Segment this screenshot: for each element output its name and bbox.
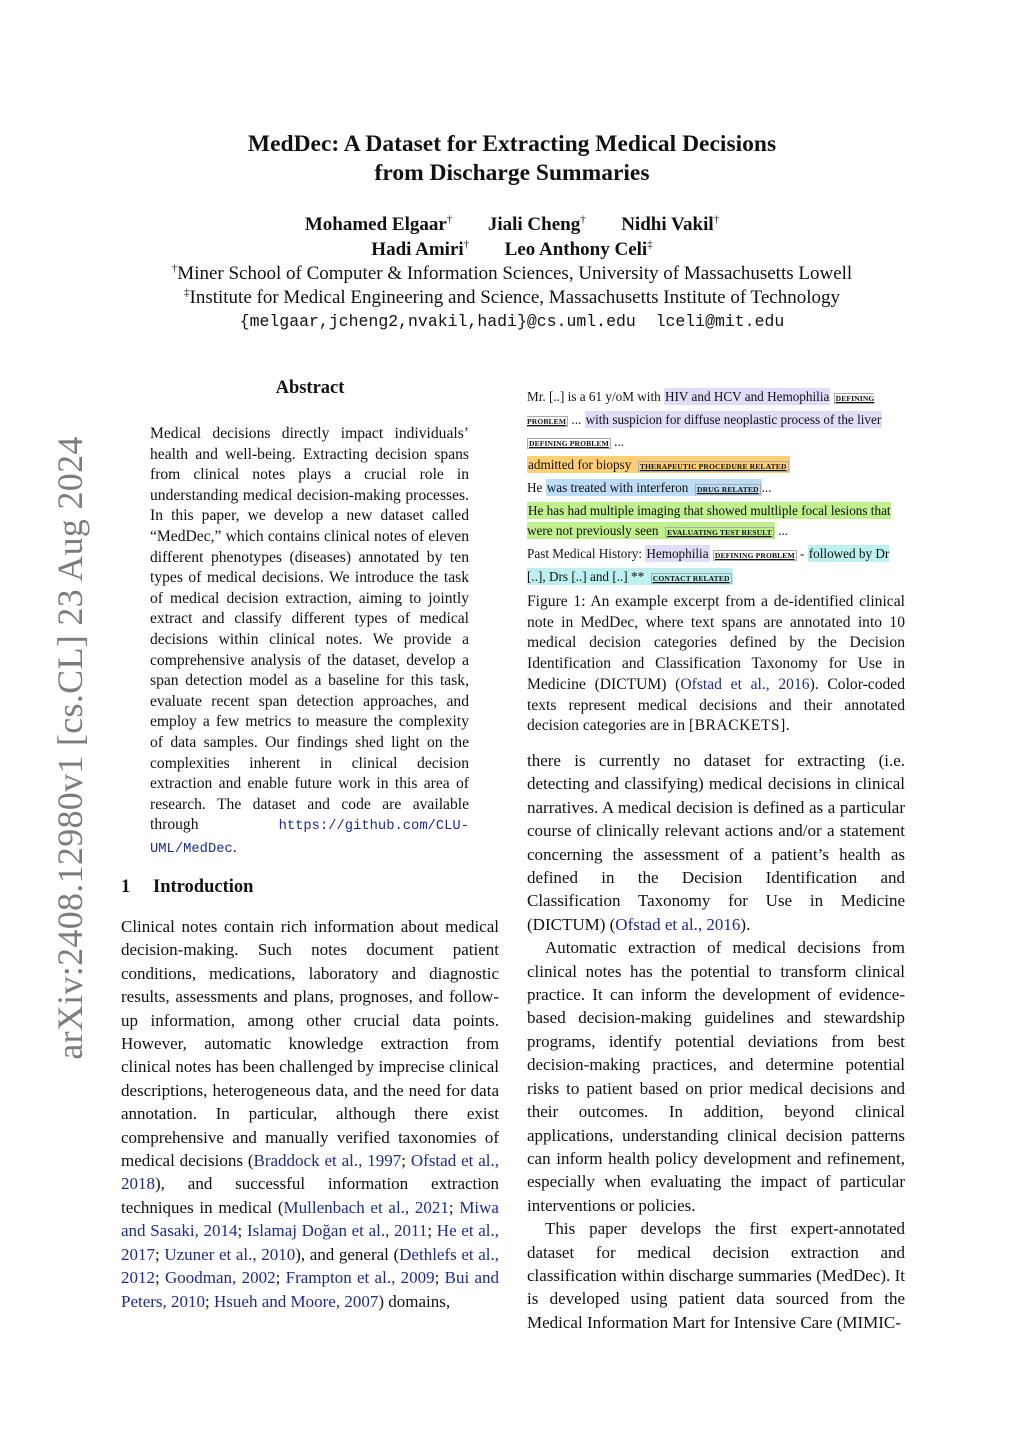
citation-link[interactable]: Ofstad et al., 2016 [615,914,741,934]
citation-link[interactable]: Miwa and Sasaki, 2014 [121,1197,499,1241]
citation-sep: ; [205,1291,215,1311]
tag-defining-problem: DEFINING PROBLEM [714,550,795,560]
span-text: He has had multiple imaging that showed multliple focal lesions that were not previously seen [527,502,891,539]
paragraph: This paper develops the first expert-annotated dataset for medical decision extraction and classification within discharge summaries (MedDec). It is developed using patient data sourced from the Medical Information Mart for Intensive Care (MIMIC- [527,1219,905,1332]
fig-text: ... [568,411,585,427]
citation-link[interactable]: Ofstad et al., 2016 [680,675,810,693]
affil-mark: ‡ [184,286,190,299]
author-name: Hadi Amiri [371,239,464,260]
affil-mark: ‡ [647,238,653,251]
fig-text: Mr. [..] is a 61 y/oM with [527,389,664,404]
abstract-heading: Abstract [275,378,345,398]
figure-1-caption [527,592,905,737]
citation-sep: ; [427,1221,437,1241]
caption-brackets: [BRACKETS] [688,717,786,735]
intro-text: Clinical notes contain rich information about medical decision-making. Such notes document patient conditions, medications, laboratory and diagnostic results, assessments and plans, prognoses, and follow-up information, among other crucial data points. However, automatic knowledge extraction from clinical notes has been challenged by imprecise clinical descriptions, heterogeneous data, and the need for data annotation. In particular, although there exist comprehensive and manually verified taxonomies of medical decisions ( [121,917,499,1171]
citation-sep: ; [434,1268,445,1288]
fig-text: ... [774,523,789,539]
citation-sep: ; [237,1221,247,1241]
tag-defining-problem: DEFINING PROBLEM [527,394,875,426]
span-evaluating-test [527,502,891,540]
abstract-period: . [232,838,237,856]
intro-text: ) domains, [378,1291,451,1311]
abstract-text [150,424,469,860]
caption-text: ). Color-coded texts represent medical decisions and their annotated decision categories are in [527,675,906,735]
affil-mark: † [713,213,720,226]
title-line-2: from Discharge Summaries [374,160,650,186]
abstract-paragraph: Medical decisions directly impact individuals’ health and well-being. Extracting decision spans from clinical notes plays a crucial role in understanding medical decision-making processes. In this paper, we develop a new dataset called “MedDec,” which contains clinical notes of eleven different phenotypes (diseases) annotated by ten types of medical decisions. We introduce the task of medical decision extraction, aiming to jointly extract and classify different types of medical decisions within clinical notes. We provide a comprehensive analysis of the dataset, develop a span detection model as a baseline for this task, evaluate recent span detection approaches, and employ a few metrics to measure the complexity of data samples. Our findings shed light on the complexities inherent in clinical decision extraction and enable future work in this area of research. The dataset and code are available through [150,425,469,834]
affiliation-text: Institute for Medical Engineering and Science, Massachusetts Institute of Technology [189,287,840,308]
span-text: followed by Dr [..], Drs [..] and [..] ** [527,545,890,584]
title-line-1: MedDec: A Dataset for Extracting Medical Decisions [247,131,777,157]
author-name: Mohamed Elgaar [304,214,447,235]
affiliation-text: Miner School of Computer & Information Sciences, University of Massachusetts Lowell [177,263,853,284]
author-list [0,212,1024,262]
tag-contact-related: CONTACT RELATED [652,573,730,583]
citation-link[interactable]: Hsueh and Moore, 2007 [214,1291,379,1311]
section-heading-introduction [121,877,253,898]
intro-text: ), and successful information extraction techniques in medical ( [121,1174,499,1217]
citation-link[interactable]: Dethlefs et al., 2012 [121,1244,499,1288]
citation-link[interactable]: Goodman, 2002 [165,1268,276,1288]
span-defining-problem: HIV and HCV and Hemophilia [665,389,830,404]
citation-sep: ; [401,1151,411,1171]
span-text: was treated with interferon [546,479,689,495]
author-name: Leo Anthony Celi [504,239,648,260]
span-drug-related [546,479,762,496]
introduction-paragraph [121,915,499,1313]
affiliations [0,262,1024,334]
citation-link[interactable]: He et al., 2017 [121,1221,499,1264]
author-emails: {melgaar,jcheng2,nvakil,hadi}@cs.uml.edu lceli@mit.edu [239,312,785,331]
section-title: Introduction [153,877,254,897]
fig-text: - [796,545,808,561]
span-therapeutic-procedure [527,456,790,473]
citation-link[interactable]: Frampton et al., 2009 [285,1268,435,1288]
citation-link[interactable]: Uzuner et al., 2010 [164,1244,296,1264]
citation-link[interactable]: Ofstad et al., 2018 [121,1151,499,1194]
citation-link[interactable]: Bui and Peters, 2010 [121,1268,499,1311]
affil-mark: † [171,262,178,275]
span-defining-problem: with suspicion for diffuse neoplastic process of the liver [585,411,882,427]
section-number: 1 [121,877,131,897]
paper-title [0,130,1024,188]
tag-drug-related: DRUG RELATED [697,484,759,494]
github-link[interactable]: https://github.com/CLU-UML/MedDec [150,819,469,857]
affiliation-2 [0,286,1024,310]
para-text: ). [740,914,751,934]
tag-defining-problem: DEFINING PROBLEM [529,439,609,449]
affil-mark: † [446,213,453,226]
author-name: Jiali Cheng [487,214,581,235]
author-row-2 [0,237,1024,262]
author-row-1 [0,212,1024,237]
paragraph [527,749,905,936]
figure-1-example [527,387,907,589]
para-text: there is currently no dataset for extracting (i.e. detecting and classifying) medical decisions in clinical narratives. A medical decision is defined as a particular course of clinically relevant actions and/or a statement concerning the assessment of a patient’s health as defined in the Decision Identification and Classification Taxonomy for Use in Medicine (DICTUM) ( [527,751,905,934]
span-defining-problem: Hemophilia [646,545,709,561]
paragraph: Automatic extraction of medical decisions from clinical notes has the potential to transform clinical practice. It can inform the development of evidence-based decision-making guidelines and stewardship programs, identify potential deviations from best decision-making practices, and determine potential risks to patient based on prior medical decisions and their outcomes. In addition, beyond clinical applications, understanding clinical decision patterns can inform health policy development and refinement, especially when evaluating the impact of particular interventions or policies. [527,938,905,1215]
intro-text: ), and general ( [295,1244,400,1264]
fig-text: Past Medical History: [527,545,646,561]
author-name: Nidhi Vakil [621,214,714,235]
citation-link[interactable]: Mullenbach et al., 2021 [283,1197,449,1217]
citation-sep: ; [155,1268,166,1288]
citation-sep: ; [275,1268,286,1288]
citation-sep: ; [448,1197,460,1217]
tag-evaluating-test: EVALUATING TEST RESULT [667,528,772,538]
right-column-text [527,749,905,1334]
caption-text: Figure 1: An example excerpt from a de-identified clinical note in MedDec, where text spans are annotated into 10 medical decision categories defined by the Decision Identification and Classification Taxonomy for Use in Medicine (DICTUM) ( [527,593,905,693]
fig-text: He [527,479,546,495]
arxiv-id-text: arXiv:2408.12980v1 [cs.CL] 23 Aug 2024 [50,436,90,1060]
tag-therapeutic-procedure: THERAPEUTIC PROCEDURE RELATED [639,462,787,472]
affiliation-1 [0,262,1024,286]
fig-text: ... [610,434,625,450]
affil-mark: † [580,213,586,226]
fig-text: ... [761,479,772,495]
citation-link[interactable]: Islamaj Doğan et al., 2011 [246,1221,428,1241]
affil-mark: † [463,238,470,251]
span-text: admitted for biopsy [528,457,632,473]
citation-sep: ; [155,1244,165,1264]
citation-link[interactable]: Braddock et al., 1997 [253,1151,402,1171]
caption-text: . [785,717,790,735]
